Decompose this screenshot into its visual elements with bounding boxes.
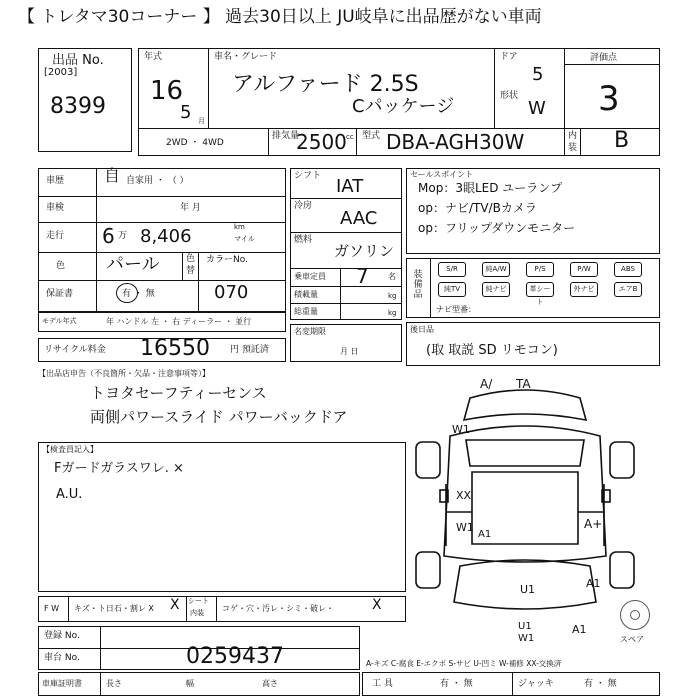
hw-seat-mark: X (372, 597, 382, 613)
diagram-mark-4: XX (456, 489, 472, 502)
shift-label: シフト (294, 171, 322, 181)
month-suffix: 月 (198, 117, 205, 125)
warranty-options: 有 ・ 無 (122, 289, 155, 299)
interior-label-2: 装 (568, 143, 578, 153)
hw-shape: W (528, 98, 546, 119)
hw-month: 5 (180, 102, 192, 123)
hw-sales-2: op：ナビ/TV/Bカメラ (418, 201, 537, 215)
equipment-item: 革シート (526, 282, 554, 297)
length-label: 長さ (106, 679, 122, 688)
hw-fuel: ガソリン (334, 242, 395, 260)
tools-label: 工 具 (372, 679, 393, 689)
diagram-mark-7: A1 (586, 577, 601, 590)
mileage-mile: マイル (234, 235, 255, 243)
equipment-label: 装備品 (413, 270, 423, 300)
equipment-item: ABS (614, 262, 642, 277)
hw-doors: 5 (532, 64, 544, 85)
capacity-unit: 名 (388, 272, 396, 281)
diagram-mark-1: A/ (480, 377, 493, 391)
hw-year: 16 (150, 76, 184, 106)
jack-label: ジャッキ (518, 679, 554, 689)
model-year-row: 年 ハンドル 左 ・ 右 ディーラー ・ 並行 (106, 317, 252, 326)
hw-insp-2: A.U. (56, 487, 83, 502)
aircon-label: 冷房 (294, 201, 313, 211)
rating-label: 評価点 (590, 53, 618, 63)
history-label: 車歴 (46, 176, 65, 186)
recycle-label: リサイクル料金 (44, 345, 106, 355)
warranty-label: 保証書 (46, 289, 74, 299)
hw-accessories: (取 取説 SD リモコン) (426, 343, 558, 358)
year-model-label: 年式 (144, 52, 163, 62)
width-label: 幅 (186, 679, 194, 688)
diagram-mark-12: A1 (478, 529, 492, 540)
equipment-item: 純TV (438, 282, 466, 297)
exhibitor-notes-label: 【出品店申告（不良箇所・欠品・注意事項等）】 (38, 369, 210, 378)
car-diagram (410, 376, 640, 638)
hw-displacement: 2500 (296, 130, 347, 154)
name-change-md: 月 日 (340, 347, 359, 356)
hw-color: パール (106, 254, 160, 275)
sales-points-label: セールスポイント (410, 170, 474, 179)
model-year-label: モデル年式 (42, 317, 77, 325)
registration-label: 登録 No. (44, 631, 80, 641)
cert-frame (38, 672, 360, 696)
color-change-2: 替 (186, 266, 196, 276)
lot-year-tag: [2003] (44, 67, 78, 78)
hw-name: アルファード 2.5S (232, 72, 419, 97)
diagram-mark-9: A1 (572, 623, 587, 636)
color-no-label: カラーNo. (206, 255, 248, 265)
gross-unit: kg (388, 309, 397, 317)
hw-history: 自 (104, 166, 121, 185)
equipment-item: P/S (526, 262, 554, 277)
diagram-mark-2: TA (516, 377, 531, 391)
load-unit: kg (388, 292, 397, 300)
diagram-mark-3: W1 (452, 423, 470, 436)
height-label: 高さ (262, 679, 278, 688)
recycle-suffix: 円 預託済 (230, 345, 269, 355)
mileage-man: 万 (118, 231, 128, 241)
equipment-item: P/W (570, 262, 598, 277)
hw-chassis-no: 0259437 (186, 644, 284, 669)
color-label: 色 (56, 261, 66, 271)
hw-grade: Cパッケージ (352, 96, 455, 117)
page-banner: 【 トレタマ30コーナー 】 過去30日以上 JU岐阜に出品歴がない車両 (18, 7, 542, 27)
hw-insp-1: Fガードガラスワレ. × (54, 461, 184, 476)
inspection-ym: 年 月 (180, 203, 201, 213)
drive-label: 2WD ・ 4WD (166, 138, 224, 148)
jack-options: 有 ・ 無 (584, 679, 617, 689)
spare-label: スペア (620, 635, 644, 644)
mileage-label: 走行 (46, 231, 65, 241)
fw-label: F W (44, 604, 60, 613)
equipment-item: 純ナビ (482, 282, 510, 297)
chassis-label: 車台 No. (44, 653, 80, 663)
hw-aircon: AAC (340, 208, 378, 229)
hw-fw-mark: X (170, 597, 180, 613)
equipment-item: 外ナビ (570, 282, 598, 297)
hw-mileage-man: 6 (102, 224, 115, 248)
history-options: 自家用 ・ （ ） (126, 176, 189, 186)
hw-recycle: 16550 (140, 336, 210, 361)
cert-label: 車庫証明書 (42, 679, 82, 688)
diagram-mark-10: U1 (518, 621, 532, 632)
hw-color-no: 070 (214, 282, 249, 303)
equipment-item: 純A/W (482, 262, 510, 277)
hw-model-type: DBA-AGH30W (386, 130, 525, 154)
hw-sales-1: Mop：3眼LED ユーランプ (418, 181, 563, 195)
fuel-label: 燃料 (294, 235, 313, 245)
hw-rating: 3 (598, 79, 620, 119)
mileage-km: km (234, 223, 245, 231)
tools-options: 有 ・ 無 (440, 679, 473, 689)
shape-label: 形状 (500, 91, 519, 101)
equipment-item: S/R (438, 262, 466, 277)
gross-label: 総重量 (294, 307, 318, 316)
inspector-notes-label: 【検査員記入】 (42, 445, 98, 454)
color-change-1: 色 (186, 254, 196, 264)
capacity-label: 乗車定員 (294, 272, 326, 281)
diagram-mark-8: U1 (520, 583, 536, 596)
fw-row: キズ・ト日石・割レ X (74, 604, 154, 613)
accessories-label: 後日品 (410, 325, 434, 334)
diagram-mark-11: W1 (518, 633, 535, 644)
diagram-mark-5: W1 (456, 521, 474, 534)
name-grade-label: 車名・グレード (214, 52, 278, 62)
warranty-circle (116, 283, 138, 303)
doors-label: ドア (500, 52, 518, 62)
hw-sales-3: op：フリップダウンモニター (418, 221, 576, 235)
model-type-label: 型式 (362, 131, 381, 141)
hw-capacity: 7 (356, 264, 369, 288)
hw-interior: B (614, 128, 630, 153)
hw-mileage-rest: 8,406 (140, 226, 192, 247)
hw-notes-1: トヨタセーフティーセンス (90, 384, 267, 402)
diagram-mark-6: A+ (584, 517, 603, 531)
interior-label-1: 内 (568, 131, 578, 141)
hw-shift: IAT (336, 176, 364, 197)
hw-notes-2: 両側パワースライド パワーバックドア (90, 408, 348, 426)
load-label: 積載量 (294, 290, 318, 299)
equipment-item: エアB (614, 282, 642, 297)
seat-row: コゲ・穴・汚レ・シミ・破レ・ (222, 604, 334, 613)
damage-legend: A-キズ C-腐食 E-エクボ S-サビ U-凹ミ W-補修 XX-交換済 (366, 659, 562, 668)
lot-label: 出品 No. (52, 53, 104, 68)
lot-number: 8399 (50, 94, 106, 119)
inspection-label: 車検 (46, 203, 65, 213)
seat-label-1: シート (188, 597, 209, 605)
displacement-label: 排気量 (272, 131, 300, 141)
navi-set-label: ナビ型番： (436, 305, 476, 314)
seat-label-2: 内装 (190, 609, 204, 617)
name-change-label: 名変期限 (294, 327, 326, 336)
cc-label: cc (346, 133, 354, 141)
